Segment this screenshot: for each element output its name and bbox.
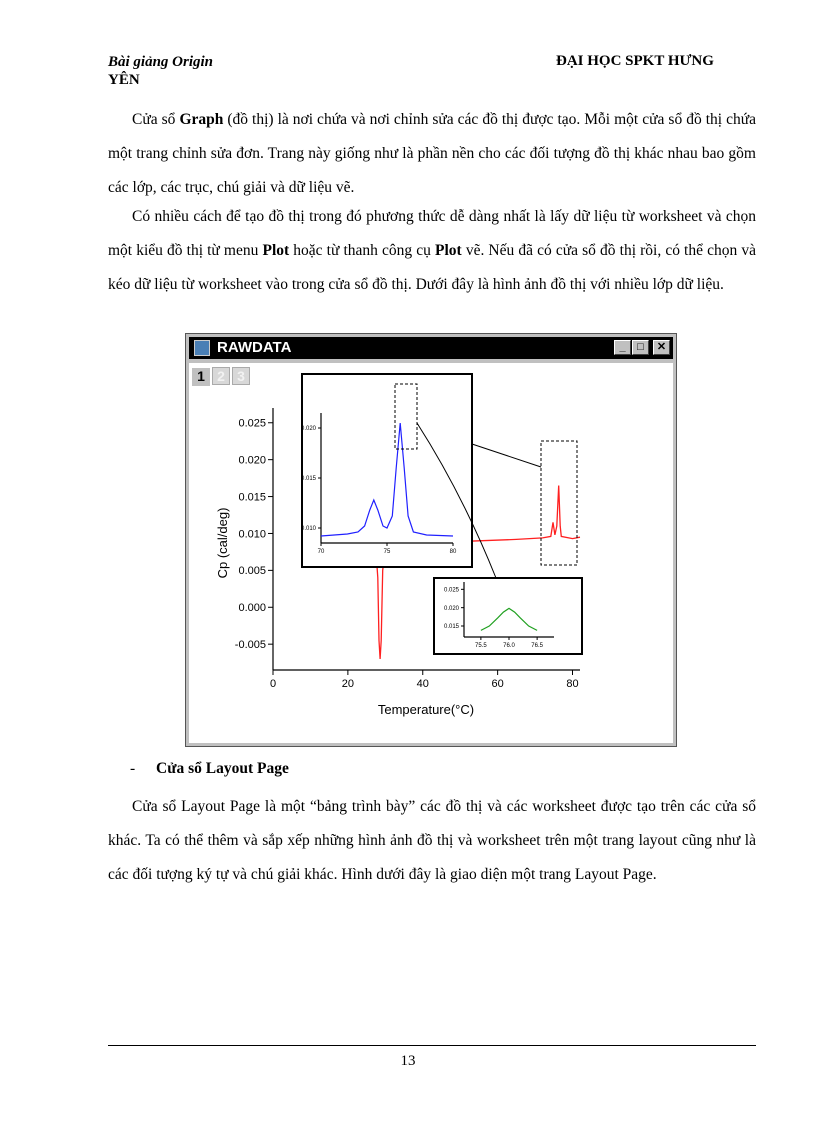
inset2-x-tick-label: 76.0 [503, 643, 515, 649]
window-titlebar [189, 337, 673, 359]
paragraph-layout-page: Cửa sổ Layout Page là một “bảng trình bày” các đồ thị và các worksheet được tạo trên các cửa sổ khác. Ta có thể thêm và sắp xếp những hình ảnh đồ thị và worksheet trên một trang layout cũng như là các đối tượng ký tự và chú giải khác. Hình dưới đây là giao diện một trang Layout Page. [108, 798, 756, 883]
graph-window-figure [185, 333, 677, 747]
paragraph-create-graph: Có nhiều cách để tạo đồ thị trong đó phương thức dễ dàng nhất là lấy dữ liệu từ worksheet và chọn một kiểu đồ thị từ menu Plot hoặc từ thanh công cụ Plot vẽ. Nếu đã có cửa sổ đồ thị rồi, có thể chọn và kéo dữ liệu từ worksheet vào trong cửa sổ đồ thị. Dưới đây là hình ảnh đồ thị với nhiều lớp dữ liệu. [108, 208, 756, 293]
main-y-tick-label: 0.025 [238, 417, 266, 430]
paragraph-graph-window: Cửa sổ Graph (đồ thị) là nơi chứa và nơi chỉnh sửa các đồ thị được tạo. Mỗi một cửa sổ đồ thị chứa một trang chỉnh sửa đơn. Trang này giống như là phần nền cho các đối tượng đồ thị khác nhau bao gồm các lớp, các trục, chú giải và dữ liệu vẽ. [108, 111, 757, 196]
y-axis-title: Cp (cal/deg) [215, 507, 230, 579]
inset1-frame [302, 374, 472, 567]
page-number: 13 [400, 1053, 416, 1069]
inset2-y-tick-label: 0.025 [443, 587, 459, 594]
close-button[interactable]: ✕ [653, 340, 670, 355]
footer-rule [108, 1045, 756, 1046]
inset2-y-tick-label: 0.015 [443, 624, 459, 631]
inset2-x-tick-label: 76.5 [531, 643, 543, 649]
window-title: RAWDATA [217, 339, 292, 356]
graph-plot-area [189, 363, 673, 743]
university-name: ĐẠI HỌC SPKT HƯNG [556, 53, 714, 69]
inset-zoom-peaks [301, 374, 472, 567]
main-x-tick-label: 60 [491, 678, 504, 690]
university-name-continued: YÊN [108, 72, 140, 88]
layer-tabs [192, 367, 252, 387]
graph-window-icon [194, 340, 210, 356]
inset2-y-tick-label: 0.020 [443, 605, 459, 612]
main-y-tick-label: 0.000 [238, 602, 266, 615]
course-title: Bài giảng Origin [108, 54, 214, 70]
main-y-tick-label: 0.020 [238, 454, 266, 467]
main-x-tick-label: 40 [416, 678, 429, 690]
main-y-tick-label: 0.010 [238, 528, 266, 541]
main-x-tick-label: 0 [269, 678, 277, 690]
inset-zoom-top [434, 578, 582, 654]
main-x-tick-label: 20 [341, 678, 355, 690]
inset1-x-tick-label: 75 [383, 549, 391, 555]
main-x-tick-label: 80 [566, 678, 579, 690]
inset1-y-tick-label: 0.015 [300, 476, 316, 483]
main-y-tick-label: -0.005 [234, 639, 266, 652]
maximize-button[interactable]: □ [632, 340, 649, 355]
inset1-y-tick-label: 0.010 [300, 526, 316, 533]
inset1-x-tick-label: 80 [449, 549, 457, 555]
section-heading-layout-page: - Cửa sổ Layout Page [130, 760, 289, 777]
layer-tab-3[interactable]: 3 [232, 367, 250, 385]
main-y-tick-label: 0.005 [238, 565, 266, 578]
layer-tab-1[interactable]: 1 [192, 368, 210, 386]
main-y-tick-label: 0.015 [238, 491, 266, 504]
inset1-x-tick-label: 70 [317, 549, 325, 555]
inset2-x-tick-label: 75.5 [475, 643, 487, 649]
x-axis-title: Temperature(°C) [377, 702, 475, 717]
layer-tab-2[interactable]: 2 [212, 367, 230, 385]
running-header-left [108, 53, 213, 89]
minimize-button[interactable]: _ [614, 340, 631, 355]
inset1-y-tick-label: 0.020 [300, 426, 316, 433]
